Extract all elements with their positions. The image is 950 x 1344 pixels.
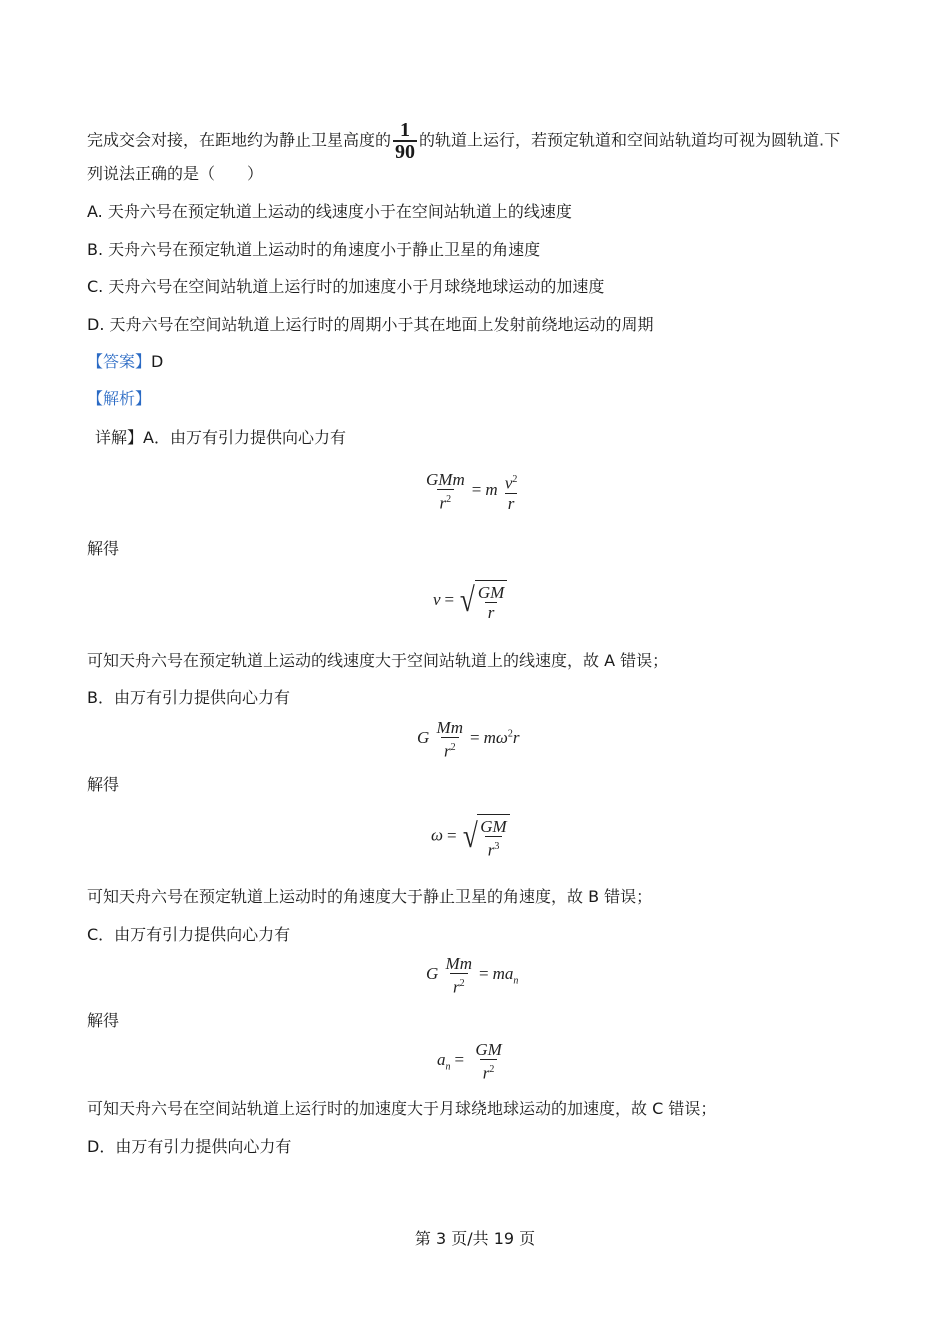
eq6-numerator: GM — [475, 1040, 502, 1059]
eq3-rhs-tail: r — [512, 728, 520, 748]
detail-intro: 详解】A．由万有引力提供向心力有 — [95, 428, 346, 447]
answer-value: D — [151, 352, 164, 371]
b-conclusion: 可知天舟六号在预定轨道上运动时的角速度大于静止卫星的角速度，故 B 错误； — [87, 887, 653, 906]
question-line-2: 列说法正确的是（ ） — [87, 164, 264, 183]
analysis-label: 【解析】 — [87, 389, 152, 408]
eq1-left-denominator: r — [439, 493, 447, 513]
eq4-denominator: r — [487, 840, 495, 860]
eq3-rhs-exponent: 2 — [507, 728, 513, 740]
question-text-pre: 完成交会对接，在距地约为静止卫星高度的 — [87, 130, 392, 150]
eq2-sqrt: √ $\frac{GM}{r}$ — [458, 580, 507, 622]
eq1-right-denominator: r — [505, 493, 518, 513]
equation-4 — [431, 814, 510, 860]
eq4-numerator: GM — [480, 817, 507, 836]
eq5-numerator: Mm — [445, 954, 472, 973]
option-a: A. 天舟六号在预定轨道上运动的线速度小于在空间站轨道上的线速度 — [87, 202, 572, 221]
eq4-equals: = — [447, 825, 457, 845]
height-fraction-numerator: 1 — [400, 119, 411, 141]
solve-label-1: 解得 — [87, 539, 120, 558]
answer-label: 【答案】 — [87, 352, 152, 371]
eq5-rhs-subscript: n — [513, 975, 519, 987]
eq5-equals: = — [478, 964, 489, 984]
eq6-lhs: a — [437, 1050, 446, 1070]
eq4-sqrt: √ $\frac{GM}{r^3}$ — [461, 814, 510, 860]
eq2-denominator: r — [485, 602, 498, 622]
question-line-1 — [87, 120, 840, 162]
eq5-exponent: 2 — [459, 978, 465, 989]
eq1-left-numerator: GMm — [426, 470, 465, 489]
eq2-equals: = — [444, 589, 455, 609]
eq5-rhs: ma — [492, 964, 514, 984]
equation-2 — [433, 580, 507, 622]
equation-6 — [437, 1040, 505, 1083]
eq2-lhs: v — [433, 589, 441, 609]
eq3-rhs: mω — [483, 728, 508, 748]
option-c: C. 天舟六号在空间站轨道上运行时的加速度小于月球绕地球运动的加速度 — [87, 277, 605, 296]
option-d: D. 天舟六号在空间站轨道上运行时的周期小于其在地面上发射前绕地运动的周期 — [87, 315, 654, 334]
page-footer: 第 3 页/共 19 页 — [414, 1229, 536, 1248]
eq5-denominator: r — [452, 977, 460, 997]
eq6-equals: = — [454, 1050, 465, 1070]
c-intro: C．由万有引力提供向心力有 — [87, 925, 291, 944]
eq3-denominator: r — [443, 741, 451, 761]
eq1-mass: m — [485, 480, 498, 500]
eq6-exponent: 2 — [489, 1064, 495, 1075]
height-fraction-denominator: 90 — [395, 141, 416, 163]
b-intro: B．由万有引力提供向心力有 — [87, 688, 290, 707]
eq4-exponent: 3 — [494, 841, 500, 852]
eq1-right-numerator: v — [504, 473, 513, 493]
d-intro: D．由万有引力提供向心力有 — [87, 1137, 292, 1156]
answer-line — [87, 352, 163, 372]
eq6-denominator: r — [482, 1063, 490, 1083]
eq2-numerator: GM — [477, 583, 505, 602]
eq5-g: G — [426, 964, 439, 984]
eq3-equals: = — [469, 728, 480, 748]
eq6-lhs-subscript: n — [445, 1061, 451, 1073]
equation-3 — [417, 718, 519, 761]
eq3-numerator: Mm — [436, 718, 463, 737]
equation-1 — [423, 470, 520, 513]
a-conclusion: 可知天舟六号在预定轨道上运动的线速度大于空间站轨道上的线速度，故 A 错误； — [87, 651, 669, 670]
eq1-right-exponent: 2 — [512, 474, 518, 485]
eq4-lhs: ω — [431, 825, 444, 845]
eq1-equals: = — [471, 480, 482, 500]
solve-label-3: 解得 — [87, 1011, 120, 1030]
eq1-exponent: 2 — [446, 494, 452, 505]
eq3-g: G — [417, 728, 430, 748]
option-b: B. 天舟六号在预定轨道上运动时的角速度小于静止卫星的角速度 — [87, 240, 541, 259]
c-conclusion: 可知天舟六号在空间站轨道上运行时的加速度大于月球绕地球运动的加速度，故 C 错误； — [87, 1099, 717, 1118]
question-text-post: 的轨道上运行，若预定轨道和空间站轨道均可视为圆轨道.下 — [419, 130, 841, 150]
eq3-exponent: 2 — [450, 742, 456, 753]
height-fraction — [393, 120, 417, 162]
solve-label-2: 解得 — [87, 775, 120, 794]
equation-5 — [426, 954, 518, 997]
